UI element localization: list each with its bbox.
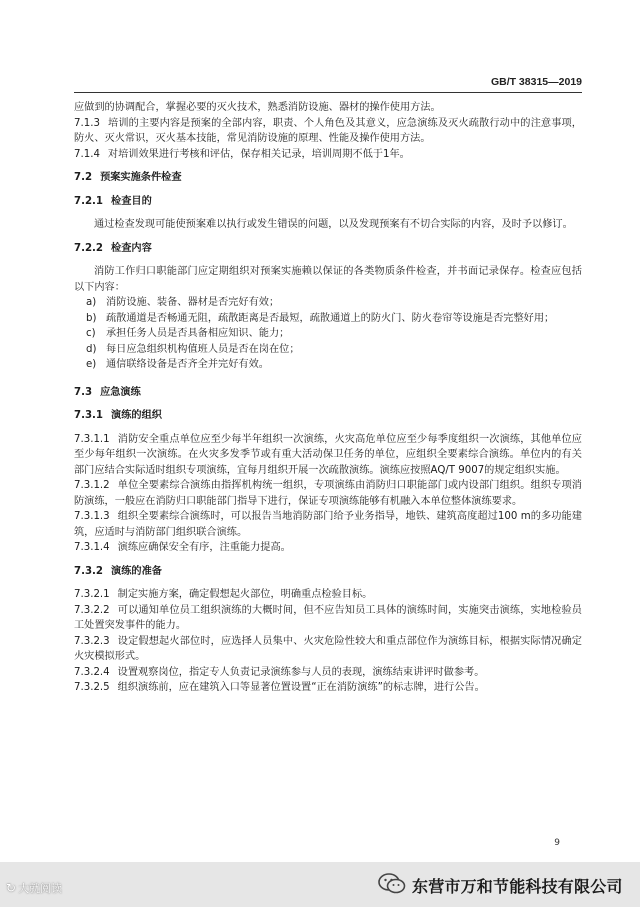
- clause-7-3-2-5: 7.3.2.5 组织演练前，应在建筑入口等显著位置设置“正在消防演练”的标志牌，进行公告。: [74, 682, 485, 693]
- wechat-icon: [377, 872, 407, 896]
- clause-7-3-1-2: 7.3.1.2 单位全要素综合演练由指挥机构统一组织，专项演练由消防归口职能部门或内设部门组织。组织专项消防演练，一般应在消防归口职能部门指导下进行，保证专项演练能够有机融入本单位整体演练要求。: [74, 480, 582, 507]
- heading-7-2: 7.2 预案实施条件检查: [74, 172, 182, 183]
- clause-7-1-4: 7.1.4 对培训效果进行考核和评估，保存相关记录，培训周期不低于1年。: [74, 148, 410, 160]
- heading-7-3-1: 7.3.1 演练的组织: [74, 410, 162, 421]
- doc-code: GB/T 38315—2019: [490, 76, 582, 88]
- heading-7-2-2: 7.2.2 检查内容: [74, 242, 152, 254]
- heading-7-2-1: 7.2.1 检查目的: [74, 195, 152, 207]
- list-item: c) 承担任务人员是否具备相应知识、能力；: [86, 328, 290, 339]
- clause-7-3-1-1: 7.3.1.1 消防安全重点单位应至少每半年组织一次演练，火灾高危单位应至少每季度组织一次演练，其他单位应至少每年组织一次演练。在火灾多发季节或有重大活动保卫任务的单位，应组织全要素综合演练。单位内的有关部门应结合实际适时组织专项演练，宜每月组织开展一次疏散演练。演练应按照AQ/T 9007的规定组织实施。: [74, 433, 582, 476]
- list-item: d) 每日应急组织机构值班人员是否在岗在位；: [86, 343, 300, 355]
- list-item: a) 消防设施、装备、器材是否完好有效；: [86, 297, 280, 308]
- clause-7-3-2-4: 7.3.2.4 设置观察岗位，指定专人负责记录演练参与人员的表现，演练结束讲评时做参考。: [74, 666, 485, 678]
- document-body: [74, 100, 582, 696]
- list-item: e) 通信联络设备是否齐全并完好有效。: [86, 359, 269, 370]
- company-name: 东营市万和节能科技有限公司: [412, 877, 623, 896]
- clause-7-2-1-text: 通过检查发现可能使预案难以执行或发生错误的问题，以及发现预案有不切合实际的内容，及时予以修订。: [94, 219, 573, 230]
- clause-7-3-1-4: 7.3.1.4 演练应确保安全有序，注重能力提高。: [74, 542, 291, 553]
- clause-7-1-3: 7.1.3 培训的主要内容是预案的全部内容，职责、个人角色及其意义，应急演练及灭火疏散行动中的注意事项，防火、灭火常识，灭火基本技能，常见消防设施的原理、性能及操作使用方法。: [74, 117, 582, 144]
- clause-7-2-2-text: 消防工作归口职能部门应定期组织对预案实施赖以保证的各类物质条件检查，并书面记录保存。检查应包括以下内容：: [74, 266, 582, 293]
- watermark-left: ↻ 大就阅读: [6, 881, 63, 895]
- heading-7-3: 7.3 应急演练: [74, 386, 141, 398]
- clause-7-3-2-1: 7.3.2.1 制定实施方案，确定假想起火部位，明确重点检验目标。: [74, 589, 373, 600]
- page-number: 9: [554, 838, 560, 848]
- clause-7-3-2-2: 7.3.2.2 可以通知单位员工组织演练的大概时间，但不应告知员工具体的演练时间，实施突击演练，实地检验员工处置突发事件的能力。: [74, 604, 582, 631]
- header-rule: [74, 92, 582, 93]
- list-item: b) 疏散通道是否畅通无阻，疏散距离是否最短，疏散通道上的防火门、防火卷帘等设施是否完整好用；: [86, 312, 555, 324]
- footer-bar: [0, 862, 640, 907]
- paragraph-continued: 应做到的协调配合，掌握必要的灭火技术，熟悉消防设施、器材的操作使用方法。: [74, 102, 441, 113]
- clause-7-3-2-3: 7.3.2.3 设定假想起火部位时，应选择人员集中、火灾危险性较大和重点部位作为演练目标，根据实际情况确定火灾模拟形式。: [74, 635, 582, 662]
- watermark-logo-icon: ↻: [6, 881, 17, 895]
- heading-7-3-2: 7.3.2 演练的准备: [74, 565, 162, 577]
- clause-7-3-1-3: 7.3.1.3 组织全要素综合演练时，可以报告当地消防部门给予业务指导，地铁、建筑高度超过100 m的多功能建筑，应适时与消防部门组织联合演练。: [74, 511, 582, 538]
